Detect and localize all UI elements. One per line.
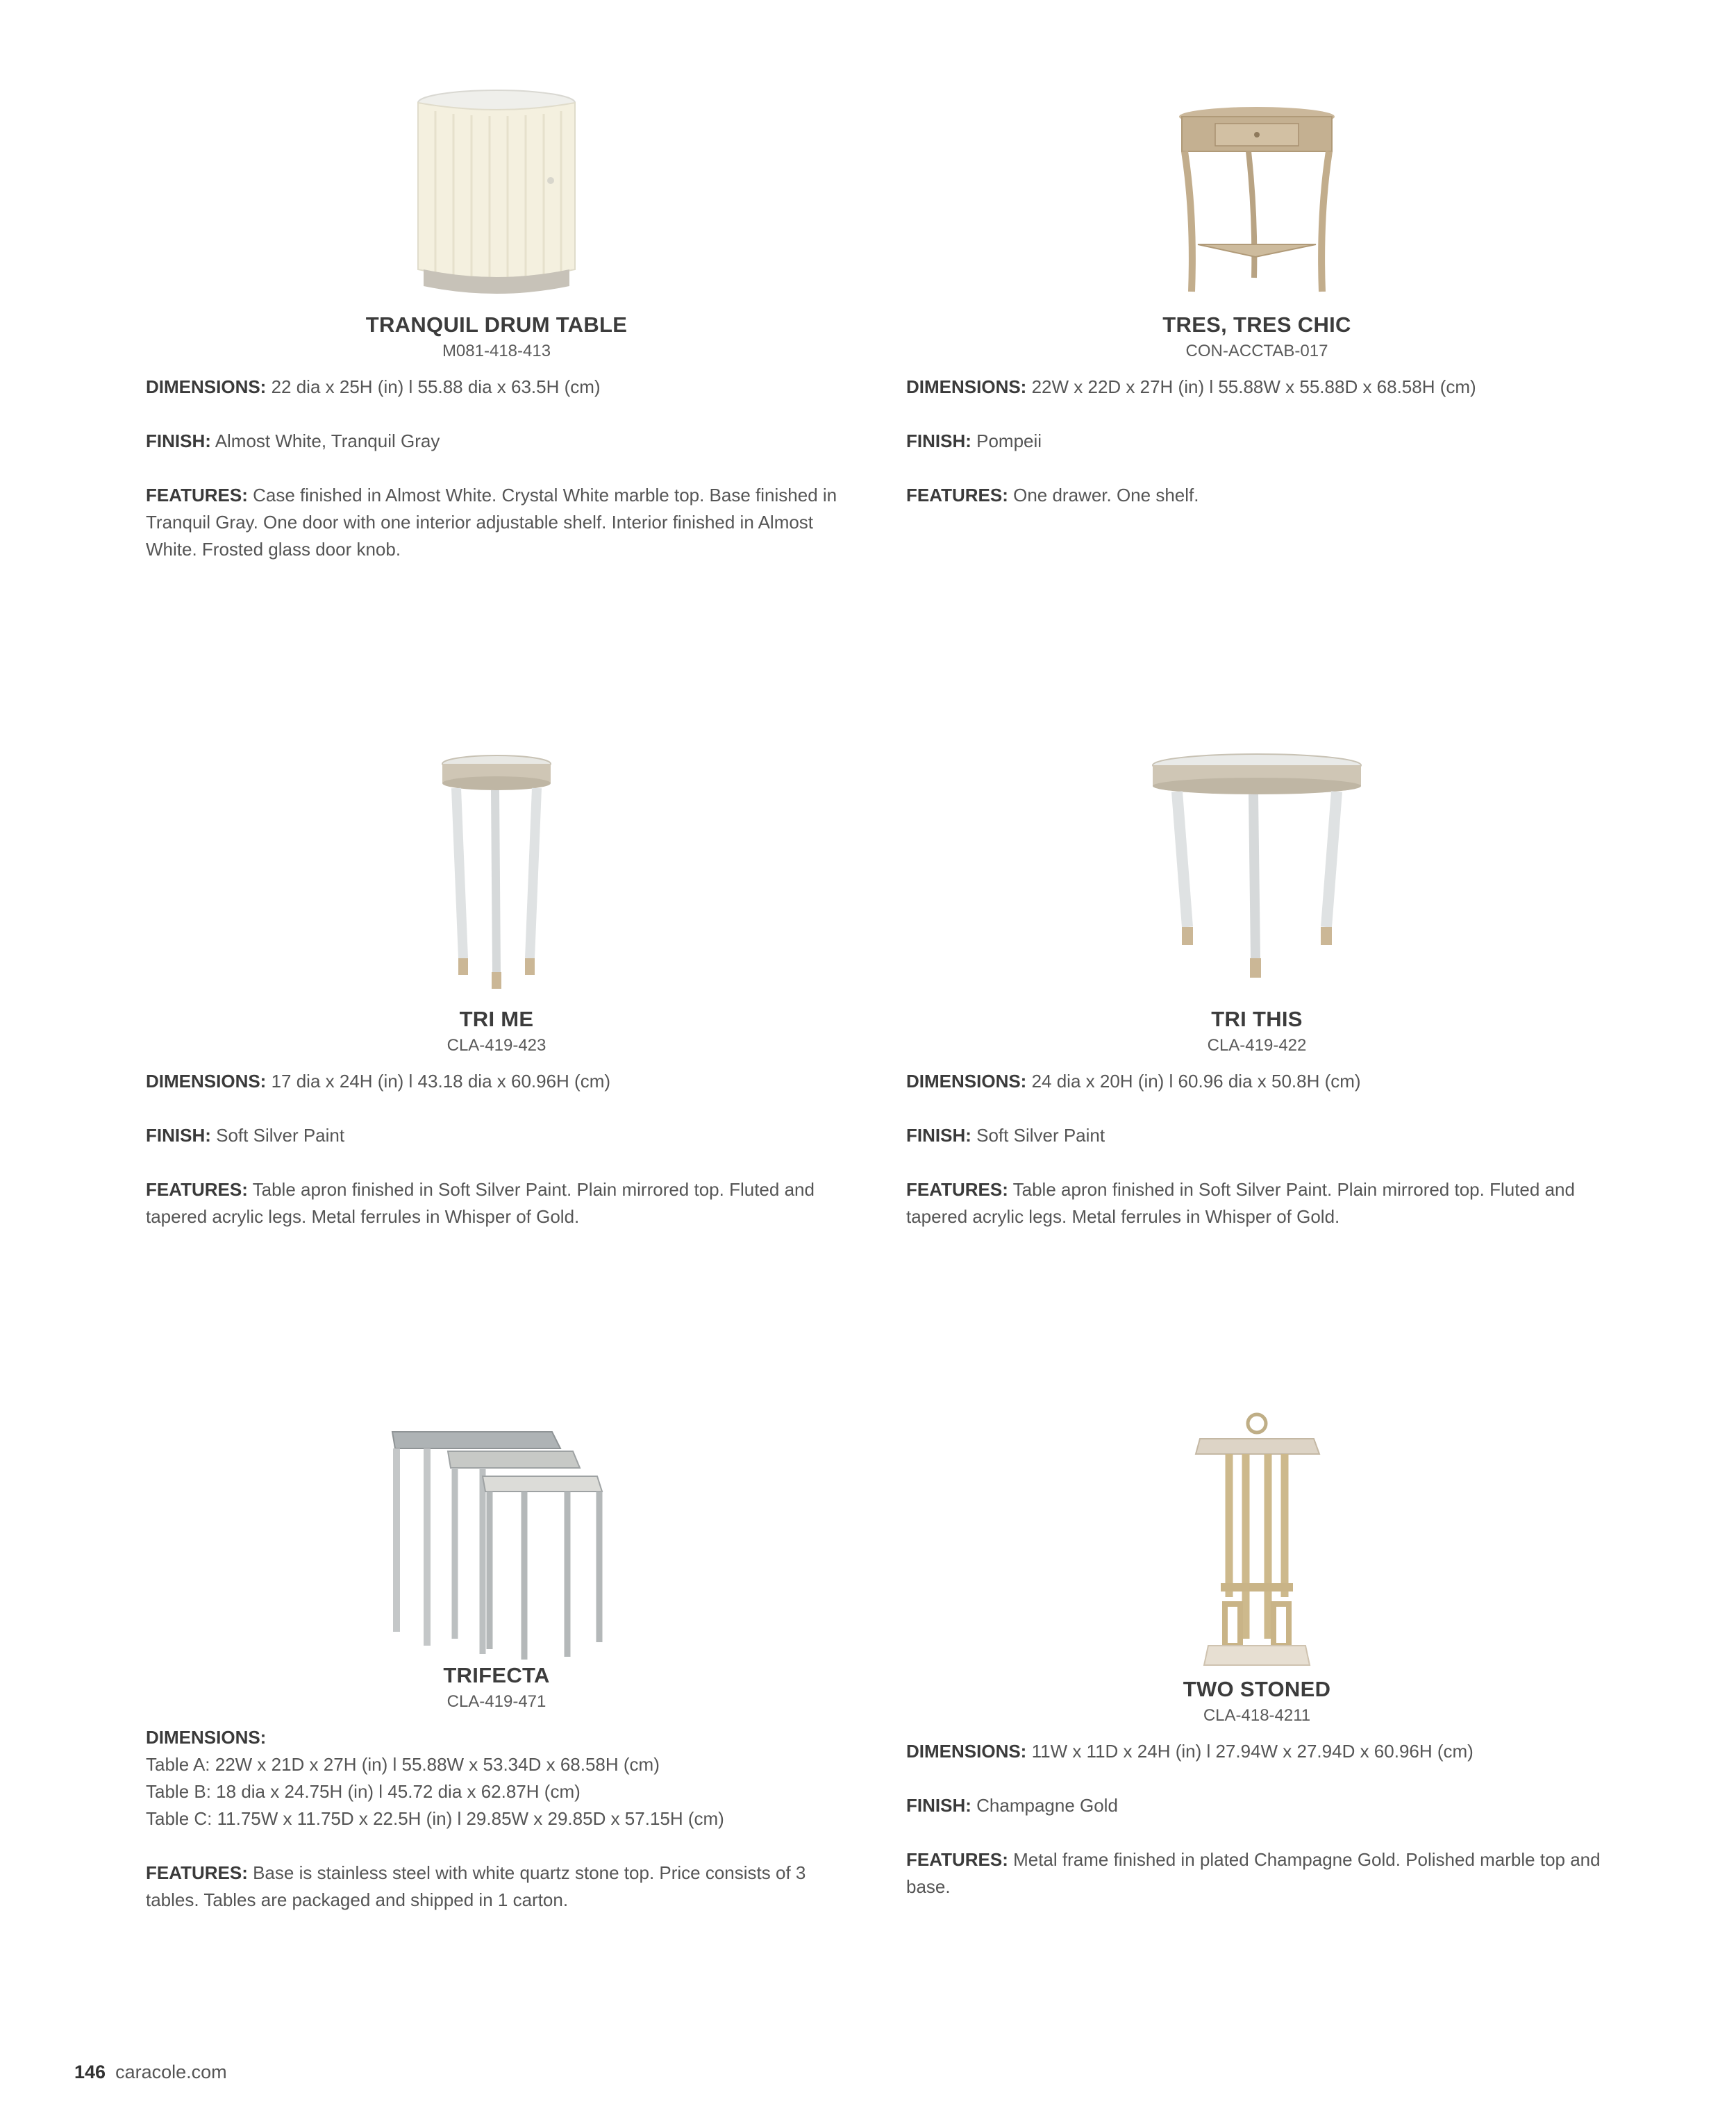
- page-number: 146: [74, 2062, 106, 2082]
- product-name: TRANQUIL DRUM TABLE: [365, 312, 628, 337]
- finish: FINISH: Almost White, Tranquil Gray: [146, 431, 440, 451]
- website-link[interactable]: caracole.com: [115, 2062, 227, 2082]
- product-name: TRES, TRES CHIC: [1162, 312, 1351, 337]
- page-footer: [74, 2062, 227, 2083]
- product-two-stoned: [906, 1410, 1608, 1928]
- product-code: CLA-419-422: [1207, 1036, 1307, 1055]
- product-name: TRIFECTA: [443, 1663, 550, 1687]
- features: FEATURES: Case finished in Almost White. Crystal White marble top. Base finished in Tranquil Gray. One door with one interior adjustable shelf. Interior finished in Almost White. Frosted glass door knob.: [146, 485, 837, 560]
- product-code: CLA-419-471: [446, 1692, 546, 1711]
- dimensions: DIMENSIONS: 22 dia x 25H (in) l 55.88 dia x 63.5H (cm): [146, 376, 601, 397]
- product-name: TRI ME: [459, 1007, 534, 1031]
- tri-this-table-image: [1139, 750, 1375, 1007]
- finish: FINISH: Champagne Gold: [906, 1795, 1118, 1816]
- features: FEATURES: One drawer. One shelf.: [906, 485, 1199, 506]
- trifecta-nesting-tables-image: [378, 1423, 615, 1663]
- product-tri-this: [906, 750, 1608, 1258]
- product-trifecta: [146, 1423, 847, 1941]
- dimensions: DIMENSIONS: 22W x 22D x 27H (in) l 55.88W x 55.88D x 68.58H (cm): [906, 376, 1476, 397]
- features: FEATURES: Metal frame finished in plated Champagne Gold. Polished marble top and base.: [906, 1849, 1601, 1897]
- product-code: CLA-419-423: [446, 1036, 546, 1055]
- two-stoned-table-image: [1180, 1410, 1333, 1677]
- tres-chic-table-image: [1167, 56, 1347, 312]
- features: FEATURES: Base is stainless steel with white quartz stone top. Price consists of 3 tables. Tables are packaged and shipped in 1 carton.: [146, 1862, 806, 1910]
- dimensions: DIMENSIONS: Table A: 22W x 21D x 27H (in) l 55.88W x 53.34D x 68.58H (cm) Table B: 18 dia x 24.75H (in) l 45.72 dia x 62.87H (cm) Table C: 11.75W x 11.75D x 22.5H (in) l 29.85W x 29.85D x 57.15H (cm): [146, 1727, 724, 1829]
- tri-me-table-image: [413, 750, 580, 1007]
- drum-table-image: [392, 83, 601, 312]
- product-tres-tres-chic: [906, 56, 1608, 536]
- dimensions: DIMENSIONS: 11W x 11D x 24H (in) l 27.94W x 27.94D x 60.96H (cm): [906, 1741, 1474, 1762]
- product-code: CON-ACCTAB-017: [1185, 342, 1328, 360]
- product-name: TRI THIS: [1211, 1007, 1303, 1031]
- dimensions: DIMENSIONS: 17 dia x 24H (in) l 43.18 dia x 60.96H (cm): [146, 1071, 611, 1092]
- finish: FINISH: Soft Silver Paint: [906, 1125, 1105, 1146]
- product-name: TWO STONED: [1183, 1677, 1331, 1701]
- features: FEATURES: Table apron finished in Soft Silver Paint. Plain mirrored top. Fluted and tapered acrylic legs. Metal ferrules in Whisper of Gold.: [906, 1179, 1575, 1227]
- product-code: M081-418-413: [442, 342, 551, 360]
- dimensions: DIMENSIONS: 24 dia x 20H (in) l 60.96 dia x 50.8H (cm): [906, 1071, 1361, 1092]
- finish: FINISH: Soft Silver Paint: [146, 1125, 345, 1146]
- product-tri-me: [146, 750, 847, 1258]
- product-tranquil-drum-table: [146, 83, 847, 590]
- finish: FINISH: Pompeii: [906, 431, 1042, 451]
- product-code: CLA-418-4211: [1203, 1706, 1311, 1725]
- features: FEATURES: Table apron finished in Soft Silver Paint. Plain mirrored top. Fluted and tapered acrylic legs. Metal ferrules in Whisper of Gold.: [146, 1179, 815, 1227]
